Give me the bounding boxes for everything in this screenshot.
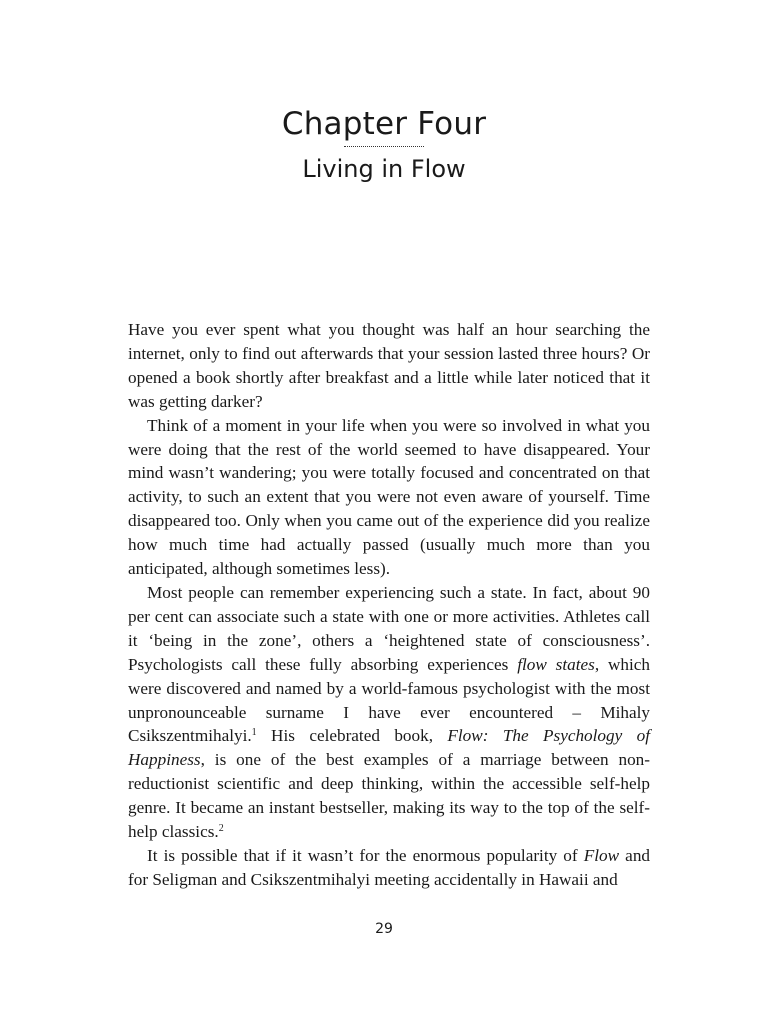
body-text (128, 318, 650, 892)
paragraph-1: Have you ever spent what you thought was half an hour searching the internet, only to find out afterwards that your session lasted three hours? Or opened a book shortly after breakfast and a little while later noticed that it was getting darker? (128, 320, 650, 411)
chapter-title: Living in Flow (302, 155, 466, 183)
chapter-heading (0, 104, 768, 185)
paragraph-3-text-a: Most people can remember experiencing such a state. In fact, about 90 per cent can associate such a state with one or more activities. Athletes call it ‘being in the zone’, others a ‘heightened state of consciousness’. Psychologists call these fully absorbing experiences (128, 582, 650, 674)
book-title-flow: Flow: The Psychology of Happiness (128, 726, 650, 770)
emphasis-flow: Flow (583, 845, 620, 865)
paragraph-3-text-d: , is one of the best examples of a marriage between non-reductionist scientific and deep thinking, within the accessible self-help genre. It became an instant bestseller, making its way to the top of the self-help classics. (128, 750, 650, 842)
paragraph-2: Think of a moment in your life when you were so involved in what you were doing that the rest of the world seemed to have disappeared. Your mind wasn’t wandering; you were totally focused and concentrated on that activity, to such an extent that you were not even aware of yourself. Time disappeared too. Only when you came out of the experience did you realize how much time had actually passed (usually much more than you anticipated, although sometimes less). (128, 415, 650, 579)
paragraph-4 (128, 844, 650, 892)
paragraph-3-text-c: His celebrated book, (256, 726, 448, 746)
paragraph-3 (128, 581, 650, 844)
dotted-divider (344, 146, 424, 147)
footnote-ref-2: 2 (218, 823, 224, 835)
page-number: 29 (375, 921, 393, 937)
paragraph-4-text-a: It is possible that if it wasn’t for the enormous popularity of (147, 845, 584, 865)
paragraph-4-text-b: and for Seligman and Csikszentmihalyi meeting accidentally in Hawaii and (128, 845, 651, 889)
emphasis-flow-states: flow states (517, 654, 595, 674)
chapter-label: Chapter Four (281, 106, 487, 142)
paragraph-3-text-b: , which were discovered and named by a world-famous psychologist with the most unpronounceable surname I have ever encountered – Mihaly Csikszentmihalyi. (128, 654, 650, 746)
footnote-ref-1: 1 (251, 727, 257, 739)
